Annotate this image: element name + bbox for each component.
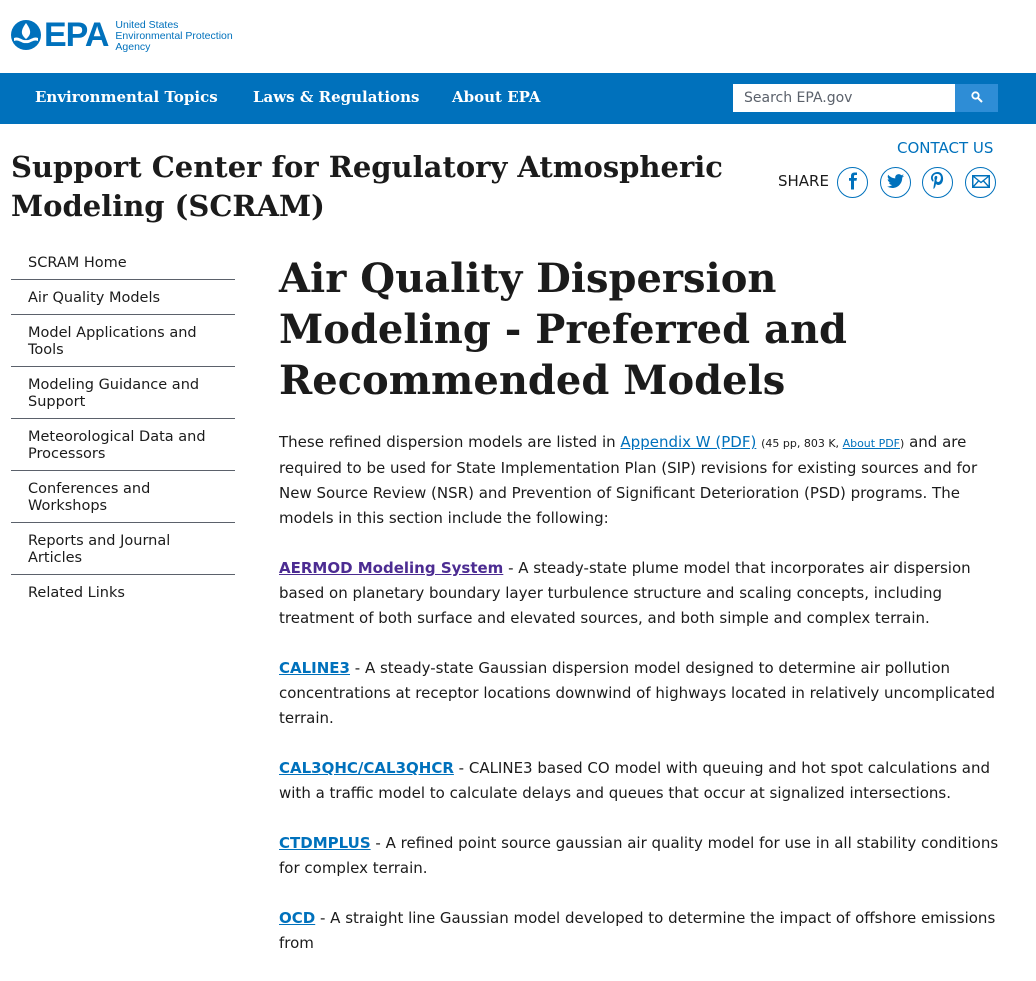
intro-text-after: and are required to be used for State Implementation Plan (SIP) revisions for existing sources and for New Source Review (NSR) and Prevention of Significant Deterioration (PSD) programs. The models in this section include the following: (279, 433, 978, 527)
sidebar-nav (11, 245, 235, 609)
pdf-meta-post: ) (900, 437, 905, 450)
sidebar-item-model-applications[interactable]: Model Applications and Tools (11, 315, 235, 367)
epa-logo-icon (10, 19, 42, 51)
share-twitter-button[interactable] (880, 167, 911, 198)
share-email-button[interactable] (965, 167, 996, 198)
sidebar-item-meteorological-data[interactable]: Meteorological Data and Processors (11, 419, 235, 471)
sidebar-item-conferences[interactable]: Conferences and Workshops (11, 471, 235, 523)
site-title: Support Center for Regulatory Atmospheric Modeling (SCRAM) (11, 150, 723, 223)
site-header (0, 0, 1036, 73)
intro-paragraph (279, 430, 1001, 531)
sidebar-item-modeling-guidance[interactable]: Modeling Guidance and Support (11, 367, 235, 419)
sidebar-item-air-quality-models[interactable]: Air Quality Models (11, 280, 235, 315)
model-item (279, 756, 1001, 806)
pinterest-icon (931, 172, 944, 193)
email-icon (972, 173, 990, 192)
model-link-caline3[interactable]: CALINE3 (279, 659, 350, 677)
nav-laws-regulations[interactable]: Laws & Regulations (253, 88, 420, 106)
sidebar-item-reports[interactable]: Reports and Journal Articles (11, 523, 235, 575)
page-title: Air Quality Dispersion Modeling - Preferred and Recommended Models (279, 255, 847, 404)
search-input[interactable] (733, 84, 955, 112)
model-item (279, 831, 1001, 881)
agency-line-3: Agency (115, 41, 151, 53)
model-desc: - A refined point source gaussian air quality model for use in all stability conditions for complex terrain. (279, 834, 999, 877)
model-desc: - CALINE3 based CO model with queuing and hot spot calculations and with a traffic model to calculate delays and queues that occur at signalized intersections. (279, 759, 990, 802)
model-link-cal3qhc[interactable]: CAL3QHC/CAL3QHCR (279, 759, 454, 777)
model-item (279, 906, 1001, 956)
pdf-meta (761, 437, 904, 450)
nav-about-epa[interactable]: About EPA (452, 88, 541, 106)
model-item (279, 656, 1001, 731)
intro-text-before: These refined dispersion models are listed in (279, 433, 621, 451)
agency-line-1: United States (115, 19, 179, 31)
epa-logo[interactable] (10, 16, 233, 54)
model-item (279, 556, 1001, 631)
model-link-ocd[interactable]: OCD (279, 909, 316, 927)
appendix-w-link[interactable]: Appendix W (PDF) (620, 433, 757, 451)
contact-us-link[interactable]: CONTACT US (897, 139, 994, 157)
share-pinterest-button[interactable] (922, 167, 953, 198)
search-button[interactable] (955, 84, 998, 112)
model-desc: - A straight line Gaussian model developed to determine the impact of offshore emissions from (279, 909, 996, 952)
agency-line-2: Environmental Protection (115, 30, 233, 42)
model-desc: - A steady-state Gaussian dispersion model designed to determine air pollution concentrations at receptor locations downwind of highways located in relatively uncomplicated terrain. (279, 659, 996, 727)
epa-wordmark: EPA (44, 16, 109, 54)
model-link-aermod[interactable]: AERMOD Modeling System (279, 559, 504, 577)
sidebar-item-related-links[interactable]: Related Links (28, 585, 125, 601)
nav-environmental-topics[interactable]: Environmental Topics (35, 88, 218, 106)
share-label: SHARE (778, 172, 829, 190)
share-facebook-button[interactable] (837, 167, 868, 198)
sidebar-item-scram-home[interactable]: SCRAM Home (11, 245, 235, 280)
twitter-icon (887, 173, 904, 192)
search-icon (971, 91, 983, 106)
main-content (279, 253, 1001, 981)
facebook-icon (846, 172, 860, 194)
pdf-meta-pre: (45 pp, 803 K, (761, 437, 843, 450)
model-link-ctdmplus[interactable]: CTDMPLUS (279, 834, 371, 852)
agency-name (115, 20, 232, 53)
about-pdf-link[interactable]: About PDF (842, 437, 901, 450)
model-desc: - A steady-state plume model that incorporates air dispersion based on planetary boundary layer turbulence structure and scaling concepts, including treatment of both surface and elevated sources, and both simple and complex terrain. (279, 559, 971, 627)
